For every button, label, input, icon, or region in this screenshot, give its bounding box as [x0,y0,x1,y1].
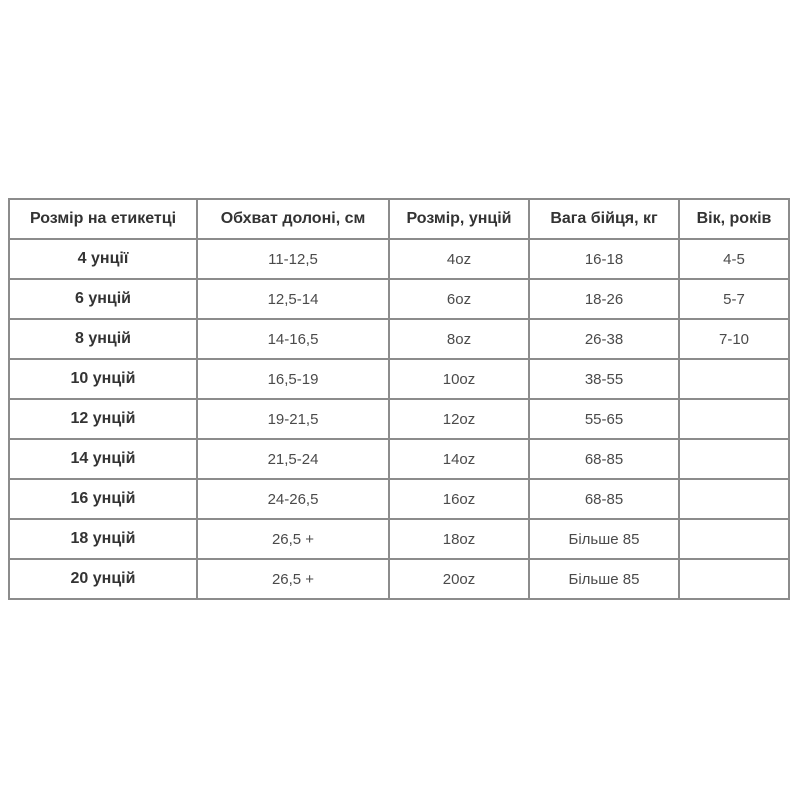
size-label-cell: 10 унцій [9,359,197,399]
palm-circumference-cell: 14-16,5 [197,319,389,359]
size-oz-cell: 10oz [389,359,529,399]
table-row-2 [9,319,789,359]
fighter-weight-cell: Більше 85 [529,559,679,599]
size-label-cell: 4 унції [9,239,197,279]
size-label-cell: 6 унцій [9,279,197,319]
size-label-cell: 18 унцій [9,519,197,559]
column-header-0: Розмір на етикетці [9,199,197,239]
palm-circumference-cell: 12,5-14 [197,279,389,319]
size-oz-cell: 6oz [389,279,529,319]
table-body [9,239,789,599]
column-header-3: Вага бійця, кг [529,199,679,239]
header-row [9,199,789,239]
table-row-7 [9,519,789,559]
palm-circumference-cell: 19-21,5 [197,399,389,439]
column-header-1: Обхват долоні, см [197,199,389,239]
size-oz-cell: 16oz [389,479,529,519]
size-label-cell: 14 унцій [9,439,197,479]
table-header [9,199,789,239]
age-cell [679,559,789,599]
column-header-2: Розмір, унцій [389,199,529,239]
palm-circumference-cell: 21,5-24 [197,439,389,479]
fighter-weight-cell: 38-55 [529,359,679,399]
column-header-4: Вік, років [679,199,789,239]
table-row-4 [9,399,789,439]
palm-circumference-cell: 26,5 + [197,519,389,559]
fighter-weight-cell: 26-38 [529,319,679,359]
size-oz-cell: 4oz [389,239,529,279]
age-cell [679,399,789,439]
age-cell [679,439,789,479]
age-cell [679,359,789,399]
size-oz-cell: 12oz [389,399,529,439]
palm-circumference-cell: 26,5 + [197,559,389,599]
palm-circumference-cell: 11-12,5 [197,239,389,279]
table-row-5 [9,439,789,479]
palm-circumference-cell: 24-26,5 [197,479,389,519]
size-label-cell: 20 унцій [9,559,197,599]
size-oz-cell: 8oz [389,319,529,359]
fighter-weight-cell: 68-85 [529,479,679,519]
age-cell: 7-10 [679,319,789,359]
table-row-1 [9,279,789,319]
size-oz-cell: 18oz [389,519,529,559]
size-oz-cell: 20oz [389,559,529,599]
age-cell: 4-5 [679,239,789,279]
size-oz-cell: 14oz [389,439,529,479]
palm-circumference-cell: 16,5-19 [197,359,389,399]
size-label-cell: 8 унцій [9,319,197,359]
age-cell [679,479,789,519]
fighter-weight-cell: 68-85 [529,439,679,479]
size-label-cell: 12 унцій [9,399,197,439]
fighter-weight-cell: 18-26 [529,279,679,319]
table-row-0 [9,239,789,279]
age-cell [679,519,789,559]
glove-size-table [8,198,790,600]
table-row-6 [9,479,789,519]
size-label-cell: 16 унцій [9,479,197,519]
table-row-3 [9,359,789,399]
fighter-weight-cell: 16-18 [529,239,679,279]
table-row-8 [9,559,789,599]
fighter-weight-cell: Більше 85 [529,519,679,559]
age-cell: 5-7 [679,279,789,319]
fighter-weight-cell: 55-65 [529,399,679,439]
